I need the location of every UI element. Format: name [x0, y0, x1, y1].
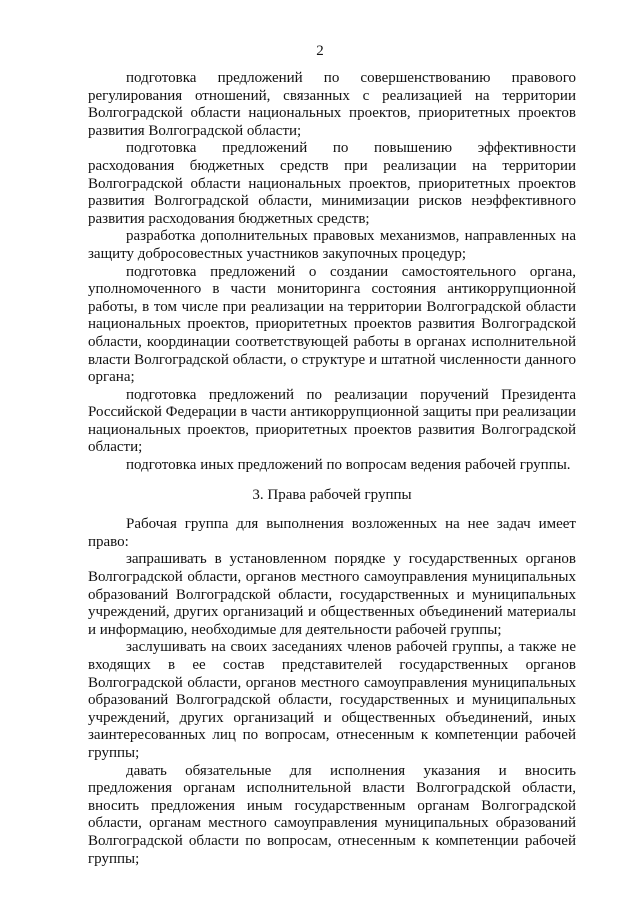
- paragraph-other-proposals: подготовка иных предложений по вопросам ведения рабочей группы.: [126, 457, 571, 474]
- paragraph-rights-intro: Рабочая группа для выполнения возложенных на нее задач имеет право:: [88, 516, 576, 550]
- page-number: 2: [316, 43, 324, 59]
- section-heading: 3. Права рабочей группы: [252, 486, 412, 503]
- paragraph-right-hear-members: заслушивать на своих заседаниях членов рабочей группы, а также не входящих в ее состав представителей государственных органов Волгоградской области, органов местного самоуправления муниципальных образований Волгоградской области, государственных и муниципальных учреждений, других организаций и общественных объединений, иных заинтересованных лиц по вопросам, отнесенным к компетенции рабочей группы;: [88, 639, 576, 761]
- document-body: [88, 70, 576, 868]
- paragraph-right-give-instructions: давать обязательные для исполнения указания и вносить предложения органам исполнительной власти Волгоградской области, вносить предложения иным государственным органам Волгоградской области, органам местного самоуправления муниципальных образований Волгоградской области по вопросам, отнесенным к компетенции рабочей группы;: [88, 762, 576, 867]
- paragraph-proposals-legal-regulation: подготовка предложений по совершенствованию правового регулирования отношений, связанных с реализацией на территории Волгоградской области национальных проектов, приоритетных проектов развития Волгоградской области;: [88, 70, 576, 139]
- paragraph-proposals-budget-efficiency: подготовка предложений по повышению эффективности расходования бюджетных средств при реализации на территории Волгоградской области национальных проектов, приоритетных проектов развития Волгоградской области, минимизации рисков неэффективного развития расходования бюджетных средств;: [88, 140, 576, 227]
- paragraph-legal-mechanisms: разработка дополнительных правовых механизмов, направленных на защиту добросовестных участников закупочных процедур;: [88, 228, 576, 262]
- paragraph-independent-body: подготовка предложений о создании самостоятельного органа, уполномоченного в части мониторинга состояния антикоррупционной работы, в том числе при реализации на территории Волгоградской области национальных проектов, приоритетных проектов развития Волгоградской области, координации соответствующей работы в органах исполнительной власти Волгоградской области, о структуре и штатной численности данного органа;: [88, 263, 576, 386]
- paragraph-president-instructions: подготовка предложений по реализации поручений Президента Российской Федерации в части антикоррупционной защиты при реализации национальных проектов, приоритетных проектов развития Волгоградской области;: [88, 386, 576, 456]
- paragraph-right-request-info: запрашивать в установленном порядке у государственных органов Волгоградской области, органов местного самоуправления муниципальных образований Волгоградской области, государственных и муниципальных учреждений, других организаций и общественных объединений материалы и информацию, необходимые для деятельности рабочей группы;: [88, 551, 576, 638]
